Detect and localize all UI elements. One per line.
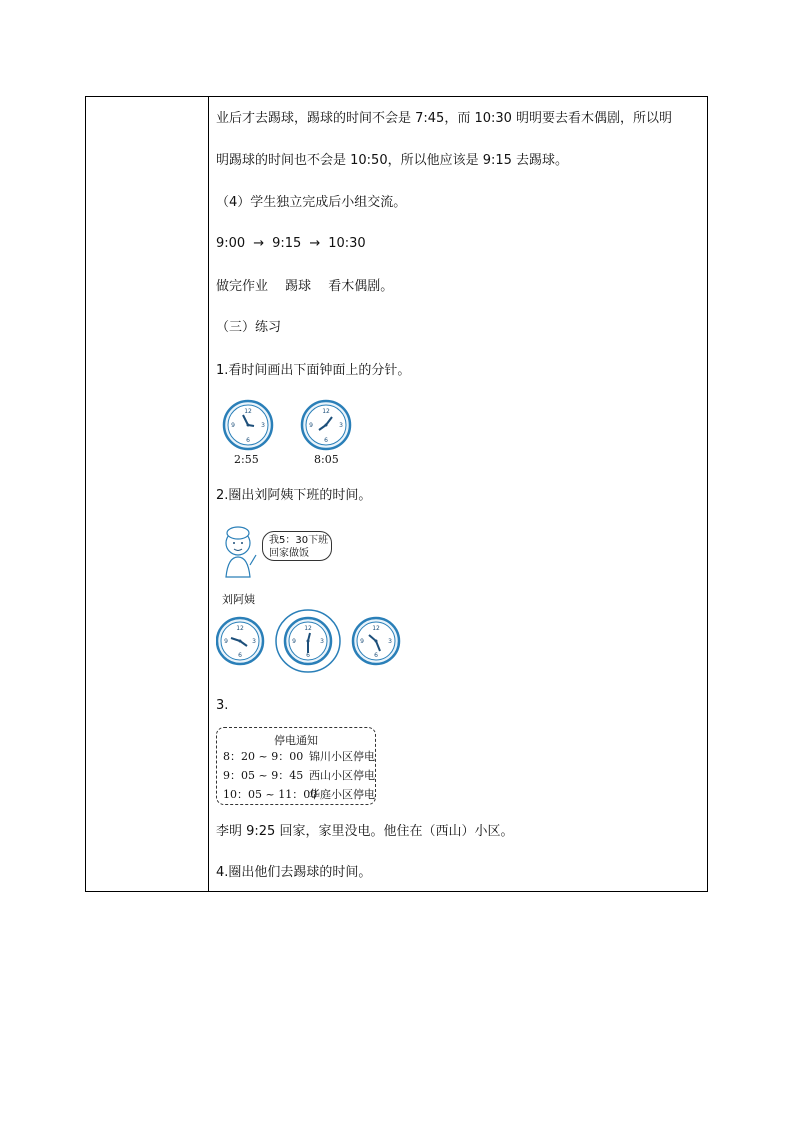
clock-icon bbox=[302, 401, 350, 449]
notice-title: 停电通知 bbox=[274, 734, 318, 747]
clock-circled-answer bbox=[276, 610, 340, 672]
paragraph-3: （4）学生独立完成后小组交流。 bbox=[216, 195, 407, 210]
svg-text:3: 3 bbox=[261, 422, 265, 429]
svg-text:12: 12 bbox=[244, 408, 252, 415]
exercise-2-title: 2.圈出刘阿姨下班的时间。 bbox=[216, 488, 372, 503]
svg-text:9: 9 bbox=[360, 638, 364, 645]
notice-row bbox=[223, 786, 375, 802]
svg-text:6: 6 bbox=[324, 437, 328, 444]
paragraph-activities: 做完作业 踢球 看木偶剧。 bbox=[216, 279, 394, 294]
clock-icon bbox=[224, 401, 272, 449]
svg-text:9: 9 bbox=[224, 638, 228, 645]
exercise-1-title: 1.看时间画出下面钟面上的分针。 bbox=[216, 363, 411, 378]
notice-row bbox=[223, 767, 375, 783]
notice-place: 西山小区停电 bbox=[309, 769, 375, 782]
notice-place: 华庭小区停电 bbox=[309, 788, 375, 801]
notice-time: 10：05 ~ 11：00 bbox=[223, 788, 318, 801]
notice-time: 8：20 ~ 9：00 bbox=[223, 750, 304, 763]
exercise-3-title: 3. bbox=[216, 698, 229, 713]
paragraph-2: 明踢球的时间也不会是 10:50，所以他应该是 9:15 去踢球。 bbox=[216, 153, 569, 168]
clock-label-2: 8:05 bbox=[314, 453, 339, 466]
svg-text:6: 6 bbox=[374, 652, 378, 659]
svg-text:3: 3 bbox=[388, 638, 392, 645]
time-9-00: 9:00 bbox=[216, 236, 246, 251]
character-name: 刘阿姨 bbox=[222, 593, 255, 606]
svg-text:6: 6 bbox=[246, 437, 250, 444]
svg-text:3: 3 bbox=[339, 422, 343, 429]
exercise-1-clocks bbox=[222, 399, 352, 453]
paragraph-answer-3: 李明 9:25 回家，家里没电。他住在（西山）小区。 bbox=[216, 824, 514, 839]
svg-text:12: 12 bbox=[372, 625, 380, 632]
svg-text:12: 12 bbox=[322, 408, 330, 415]
time-10-30: 10:30 bbox=[328, 236, 366, 251]
paragraph-1: 业后才去踢球，踢球的时间不会是 7:45，而 10:30 明明要去看木偶剧，所以明 bbox=[216, 111, 673, 126]
woman-illustration-icon bbox=[216, 525, 262, 595]
arrow-icon: → bbox=[309, 236, 321, 251]
section-heading-practice: （三）练习 bbox=[216, 320, 282, 335]
speech-bubble bbox=[262, 531, 332, 561]
svg-text:3: 3 bbox=[320, 638, 324, 645]
svg-text:9: 9 bbox=[231, 422, 235, 429]
exercise-2-clocks bbox=[216, 609, 401, 673]
notice-row bbox=[223, 748, 375, 764]
clock-icon bbox=[353, 618, 399, 664]
arrow-icon: → bbox=[253, 236, 265, 251]
exercise-4-title: 4.圈出他们去踢球的时间。 bbox=[216, 865, 372, 880]
svg-text:12: 12 bbox=[304, 625, 312, 632]
svg-text:12: 12 bbox=[236, 625, 244, 632]
bubble-line-2: 回家做饭 bbox=[269, 548, 309, 559]
time-9-15: 9:15 bbox=[272, 236, 302, 251]
svg-text:9: 9 bbox=[292, 638, 296, 645]
notice-place: 锦川小区停电 bbox=[309, 750, 375, 763]
svg-text:3: 3 bbox=[252, 638, 256, 645]
clock-icon bbox=[217, 618, 263, 664]
svg-text:6: 6 bbox=[238, 652, 242, 659]
lesson-table bbox=[85, 96, 708, 892]
clock-label-1: 2:55 bbox=[234, 453, 259, 466]
bubble-line-1: 我5：30下班 bbox=[269, 535, 329, 546]
svg-text:9: 9 bbox=[309, 422, 313, 429]
power-outage-notice bbox=[216, 727, 376, 805]
notice-time: 9：05 ~ 9：45 bbox=[223, 769, 304, 782]
timeline-line bbox=[216, 235, 366, 253]
column-divider bbox=[208, 97, 209, 891]
svg-text:6: 6 bbox=[306, 652, 310, 659]
